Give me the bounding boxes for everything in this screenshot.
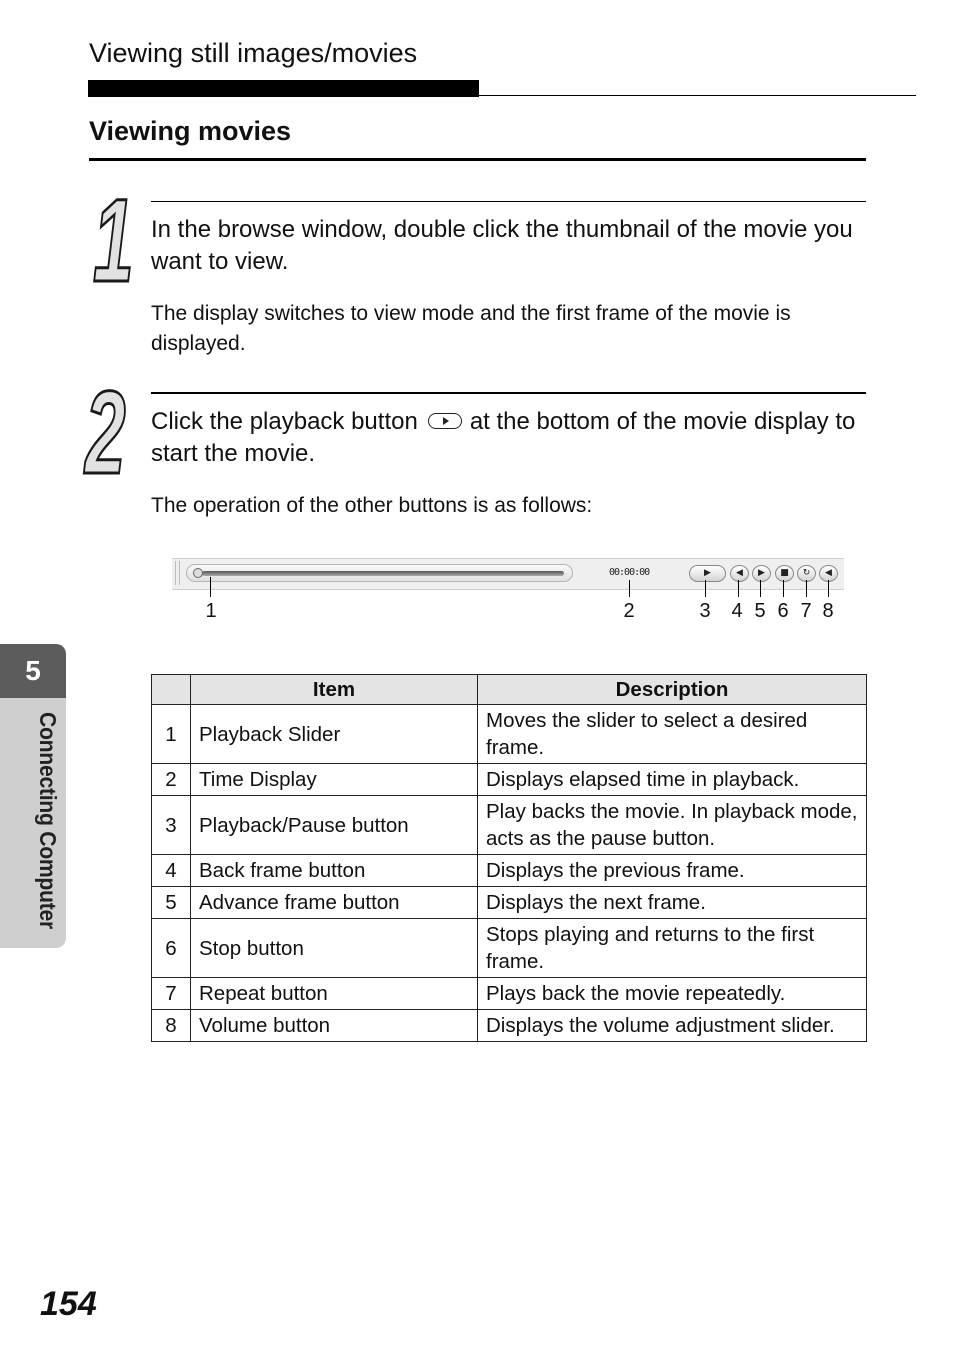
row-description: Moves the slider to select a desired frame. [478,705,867,764]
callout-line-5 [760,580,761,597]
row-number: 7 [152,978,191,1010]
row-number: 1 [152,705,191,764]
header-rule [479,95,916,96]
callout-line-2 [629,580,630,597]
row-description: Plays back the movie repeatedly. [478,978,867,1010]
row-description: Displays the previous frame. [478,855,867,887]
step-2-note: The operation of the other buttons is as follows: [151,494,593,517]
row-description: Stops playing and returns to the first frame. [478,919,867,978]
row-description: Displays elapsed time in playback. [478,764,867,796]
callout-number: 6 [777,600,789,622]
playback-slider-thumb[interactable] [193,568,203,578]
callout-number: 4 [731,600,743,622]
repeat-icon: ↻ [802,568,811,578]
callout-line-6 [783,580,784,597]
row-item: Time Display [191,764,478,796]
row-item: Playback Slider [191,705,478,764]
row-number: 4 [152,855,191,887]
step-2-instruction-after: at the bottom of the movie display to start the movie. [151,408,856,467]
play-pause-button[interactable] [689,565,726,582]
table-header-description: Description [478,675,867,705]
player-grip [175,561,180,585]
table-row [152,855,867,887]
advance-frame-icon: ▶ [758,568,765,578]
step-2-instruction-before: Click the playback button [151,408,418,435]
row-number: 8 [152,1010,191,1042]
step-1-instruction: In the browse window, double click the thumbnail of the movie you want to view. [151,216,853,275]
row-item: Back frame button [191,855,478,887]
chapter-number: 5 [0,644,66,698]
table-row [152,978,867,1010]
callout-number: 1 [205,600,217,622]
stop-icon: ■ [780,568,789,578]
row-item: Volume button [191,1010,478,1042]
table-row [152,919,867,978]
table-row [152,1010,867,1042]
table-row [152,796,867,855]
callout-number: 8 [822,600,834,622]
playback-slider-groove [202,571,564,576]
step-1-number: 1 [93,175,134,307]
button-description-table [151,674,867,1042]
callout-line-8 [828,580,829,597]
table-header-row [152,675,867,705]
row-item: Playback/Pause button [191,796,478,855]
back-frame-button[interactable] [730,565,749,582]
row-number: 2 [152,764,191,796]
row-description: Displays the volume adjustment slider. [478,1010,867,1042]
header-bar [88,80,479,97]
table-row [152,887,867,919]
table-header-num [152,675,191,705]
table-header-item: Item [191,675,478,705]
step-2-instruction [151,406,871,470]
back-frame-icon: ◀ [736,568,743,578]
callout-line-1 [210,577,211,597]
row-description: Displays the next frame. [478,887,867,919]
callout-line-7 [806,580,807,597]
chapter-label: Connecting Computer [35,712,61,929]
volume-icon: ◀ [825,568,832,578]
step-2-rule [151,392,866,394]
play-icon: ▶ [704,568,711,578]
callout-number: 2 [623,600,635,622]
page-number: 154 [40,1285,97,1323]
step-1-rule [151,201,866,202]
section-title: Viewing movies [89,116,292,146]
row-item: Repeat button [191,978,478,1010]
time-display: 00:00:00 [609,567,650,578]
callout-number: 5 [754,600,766,622]
row-number: 3 [152,796,191,855]
step-2-number: 2 [85,367,126,499]
row-item: Advance frame button [191,887,478,919]
playback-button-icon [428,413,462,429]
advance-frame-button[interactable] [752,565,771,582]
step-1-note: The display switches to view mode and the first frame of the movie is displayed. [151,302,791,355]
callout-line-3 [705,580,706,597]
section-rule [89,158,866,161]
callout-line-4 [738,580,739,597]
row-description: Play backs the movie. In playback mode, acts as the pause button. [478,796,867,855]
callout-number: 3 [699,600,711,622]
table-row [152,764,867,796]
row-number: 6 [152,919,191,978]
page-header-title: Viewing still images/movies [89,38,418,68]
row-number: 5 [152,887,191,919]
stop-button[interactable] [775,565,794,582]
callout-number: 7 [800,600,812,622]
row-item: Stop button [191,919,478,978]
table-row [152,705,867,764]
